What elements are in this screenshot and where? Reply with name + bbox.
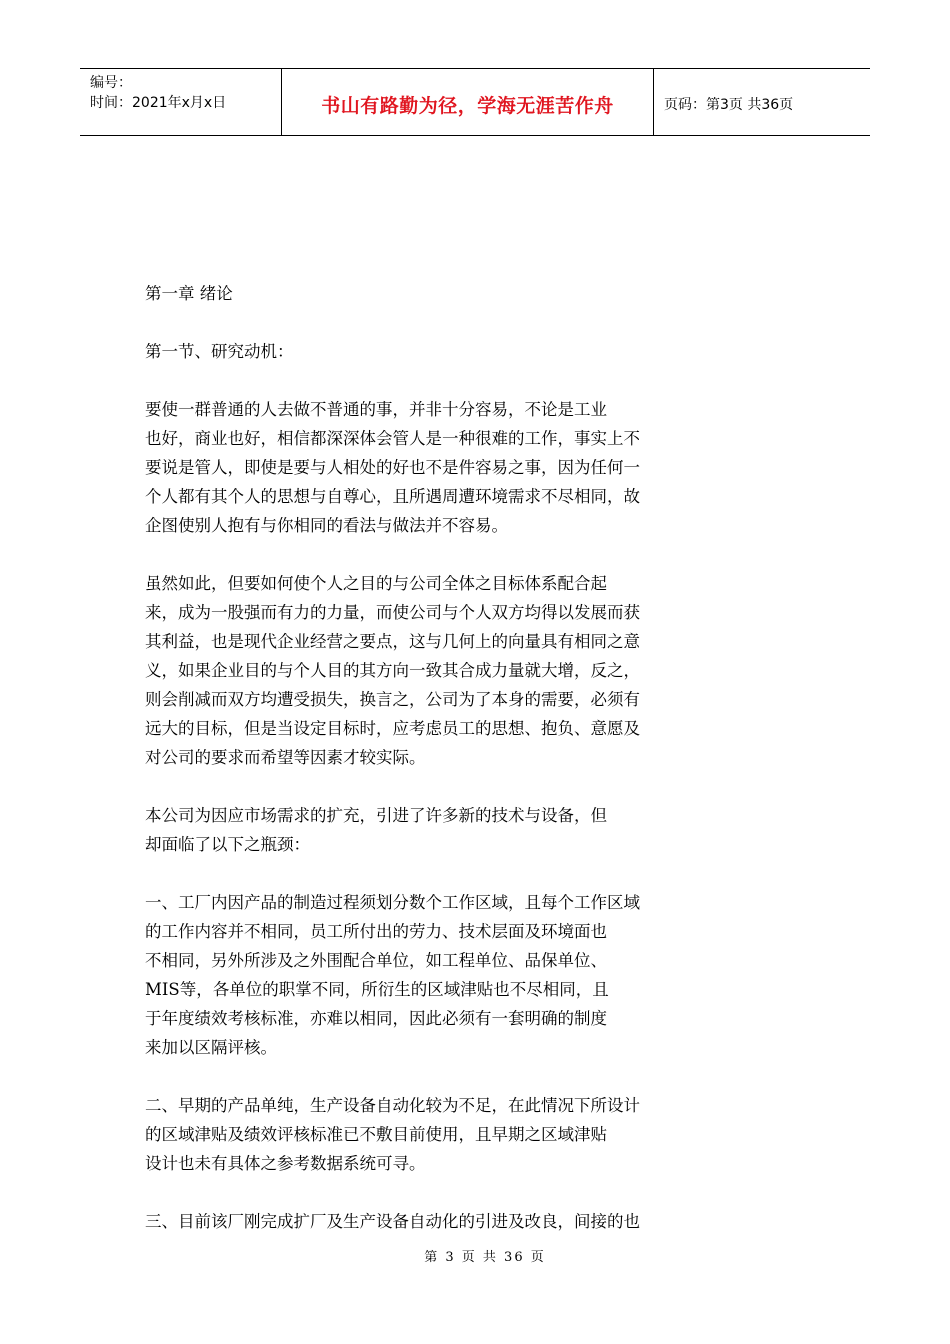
text-line: 于年度绩效考核标准，亦难以相同，因此必须有一套明确的制度 (145, 1009, 607, 1028)
text-line: 一、工厂内因产品的制造过程须划分数个工作区域，且每个工作区域 (145, 893, 640, 912)
text-line: 二、早期的产品单纯，生产设备自动化较为不足，在此情况下所设计 (145, 1096, 640, 1115)
paragraph-3 (145, 801, 725, 859)
document-number-label: 编号： (90, 75, 132, 91)
header-page-info: 页码：第3页 共36页 (664, 97, 794, 113)
paragraph-1 (145, 395, 725, 540)
text-line: 来加以区隔评核。 (145, 1038, 277, 1057)
text-line: 的工作内容并不相同，员工所付出的劳力、技术层面及环境面也 (145, 922, 607, 941)
text-line: 第一章 绪论 (145, 284, 233, 303)
text-line: MIS等，各单位的职掌不同，所衍生的区域津贴也不尽相同，且 (145, 980, 609, 999)
text-line: 三、目前该厂刚完成扩厂及生产设备自动化的引进及改良，间接的也 (145, 1212, 640, 1231)
paragraph-5 (145, 1091, 725, 1178)
text-line: 对公司的要求而希望等因素才较实际。 (145, 748, 426, 767)
text-line: 远大的目标，但是当设定目标时，应考虑员工的思想、抱负、意愿及 (145, 719, 640, 738)
header-motto: 书山有路勤为径，学海无涯苦作舟 (282, 69, 654, 135)
text-line: 其利益，也是现代企业经营之要点，这与几何上的向量具有相同之意 (145, 632, 640, 651)
paragraph-6 (145, 1207, 725, 1236)
text-line: 虽然如此，但要如何使个人之目的与公司全体之目标体系配合起 (145, 574, 607, 593)
text-line: 个人都有其个人的思想与自尊心，且所遇周遭环境需求不尽相同，故 (145, 487, 640, 506)
text-line: 不相同，另外所涉及之外围配合单位，如工程单位、品保单位、 (145, 951, 607, 970)
text-line: 义，如果企业目的与个人目的其方向一致其合成力量就大增，反之， (145, 661, 640, 680)
text-line: 的区域津贴及绩效评核标准已不敷目前使用，且早期之区域津贴 (145, 1125, 607, 1144)
section-title (145, 337, 725, 366)
text-line: 来，成为一股强而有力的力量，而使公司与个人双方均得以发展而获 (145, 603, 640, 622)
document-body (145, 279, 725, 1265)
text-line: 本公司为因应市场需求的扩充，引进了许多新的技术与设备，但 (145, 806, 607, 825)
paragraph-4 (145, 888, 725, 1062)
document-date: 时间：2021年x月x日 (90, 95, 227, 111)
paragraph-2 (145, 569, 725, 772)
document-header (80, 68, 870, 136)
text-line: 企图使别人抱有与你相同的看法与做法并不容易。 (145, 516, 508, 535)
chapter-title (145, 279, 725, 308)
text-line: 则会削减而双方均遭受损失，换言之，公司为了本身的需要，必须有 (145, 690, 640, 709)
text-line: 却面临了以下之瓶颈： (145, 835, 310, 854)
text-line: 第一节、研究动机： (145, 342, 294, 361)
text-line: 设计也未有具体之参考数据系统可寻。 (145, 1154, 426, 1173)
header-meta-cell (80, 69, 282, 135)
text-line: 也好，商业也好，相信都深深体会管人是一种很难的工作，事实上不 (145, 429, 640, 448)
page-footer: 第 3 页 共 36 页 (424, 1250, 546, 1265)
text-line: 要说是管人，即使是要与人相处的好也不是件容易之事，因为任何一 (145, 458, 640, 477)
text-line: 要使一群普通的人去做不普通的事，并非十分容易，不论是工业 (145, 400, 607, 419)
